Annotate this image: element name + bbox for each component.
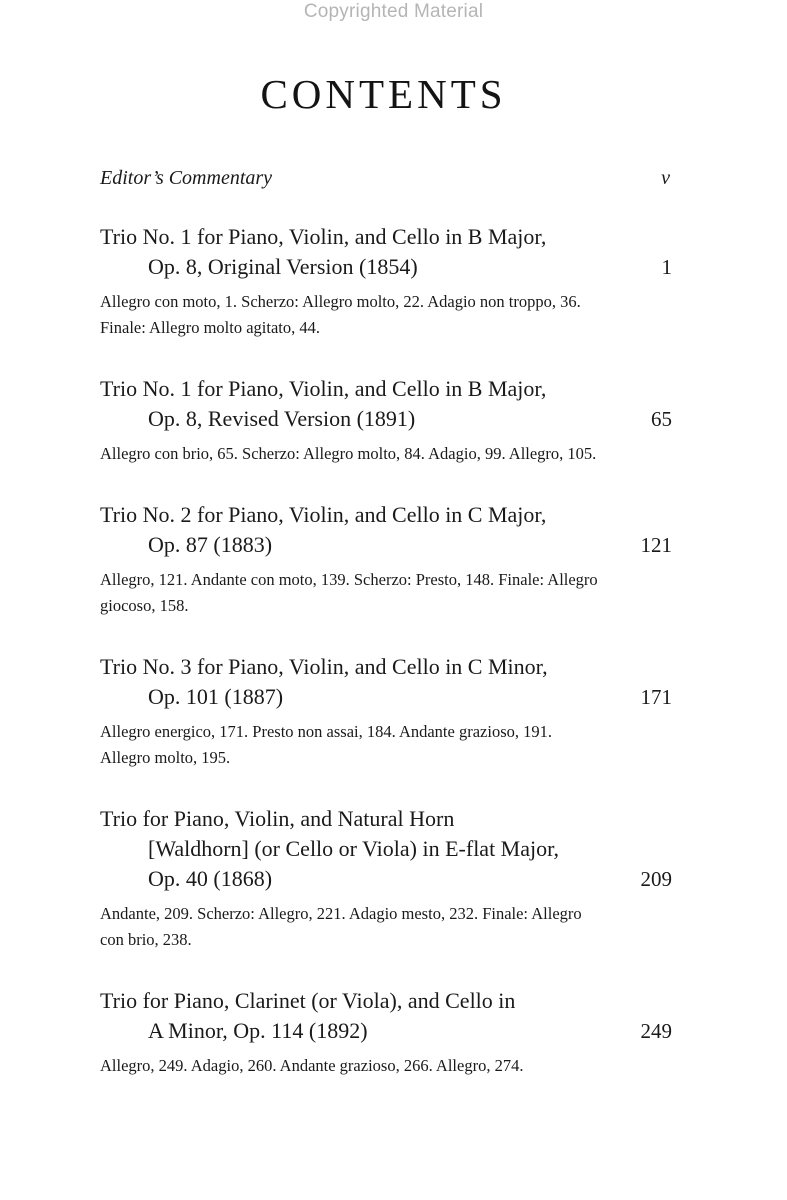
title-line: Trio No. 2 for Piano, Violin, and Cello in C Major, — [100, 502, 547, 527]
title-line: Op. 87 (1883) — [148, 532, 273, 557]
toc-movements: Allegro energico, 171. Presto non assai, 184. Andante grazioso, 191. Allegro molto, 195. — [100, 722, 552, 767]
title-line: Trio for Piano, Clarinet (or Viola), and Cello in — [100, 988, 516, 1013]
toc-entry-title — [100, 804, 672, 894]
title-line: Trio No. 1 for Piano, Violin, and Cello in B Major, — [100, 224, 547, 249]
toc-page-number: 249 — [640, 1019, 672, 1043]
page-title: CONTENTS — [260, 71, 507, 117]
toc-entry-title — [100, 652, 672, 712]
title-line: A Minor, Op. 114 (1892) — [148, 1018, 368, 1043]
toc-entry-trio-1-revised[interactable] — [100, 374, 672, 467]
title-line: Op. 40 (1868) — [148, 866, 273, 891]
toc-entry-horn-trio[interactable] — [100, 804, 672, 953]
toc-entry-clarinet-trio[interactable] — [100, 986, 672, 1079]
title-line: Op. 8, Revised Version (1891) — [148, 406, 416, 431]
toc-movements: Andante, 209. Scherzo: Allegro, 221. Adagio mesto, 232. Finale: Allegro con brio, 238. — [100, 904, 582, 949]
toc-page-number: v — [661, 167, 670, 189]
toc-page-number: 121 — [640, 533, 672, 557]
title-line: Trio No. 3 for Piano, Violin, and Cello in C Minor, — [100, 654, 548, 679]
toc-movements: Allegro con brio, 65. Scherzo: Allegro molto, 84. Adagio, 99. Allegro, 105. — [100, 444, 597, 463]
title-line: Op. 101 (1887) — [148, 684, 284, 709]
toc-page-number: 171 — [640, 685, 672, 709]
toc-entry-trio-2[interactable] — [100, 500, 672, 619]
copyright-watermark: Copyrighted Material — [303, 1, 484, 22]
toc-page-number: 209 — [640, 867, 672, 891]
title-line: Trio No. 1 for Piano, Violin, and Cello in B Major, — [100, 376, 547, 401]
toc-page-number: 1 — [661, 255, 672, 279]
toc-entry-title — [100, 374, 672, 434]
contents-list — [100, 163, 672, 1079]
toc-entry-title — [100, 500, 672, 560]
toc-entry-title — [100, 986, 672, 1046]
title-line: Op. 8, Original Version (1854) — [148, 254, 418, 279]
title-line: [Waldhorn] (or Cello or Viola) in E-flat Major, — [148, 836, 560, 861]
toc-movements: Allegro, 121. Andante con moto, 139. Scherzo: Presto, 148. Finale: Allegro giocoso, 158. — [100, 570, 598, 615]
toc-page-number: 65 — [651, 407, 672, 431]
toc-entry-editors-commentary[interactable] — [100, 163, 672, 193]
toc-entry-title — [100, 222, 672, 282]
toc-entry-trio-3[interactable] — [100, 652, 672, 771]
toc-entry-title: Editor’s Commentary — [100, 167, 273, 189]
toc-entry-trio-1-original[interactable] — [100, 222, 672, 341]
toc-movements: Allegro, 249. Adagio, 260. Andante grazioso, 266. Allegro, 274. — [100, 1056, 524, 1075]
toc-movements: Allegro con moto, 1. Scherzo: Allegro molto, 22. Adagio non troppo, 36. Finale: Allegro molto agitato, 44. — [100, 292, 581, 337]
title-line: Trio for Piano, Violin, and Natural Horn — [100, 806, 455, 831]
